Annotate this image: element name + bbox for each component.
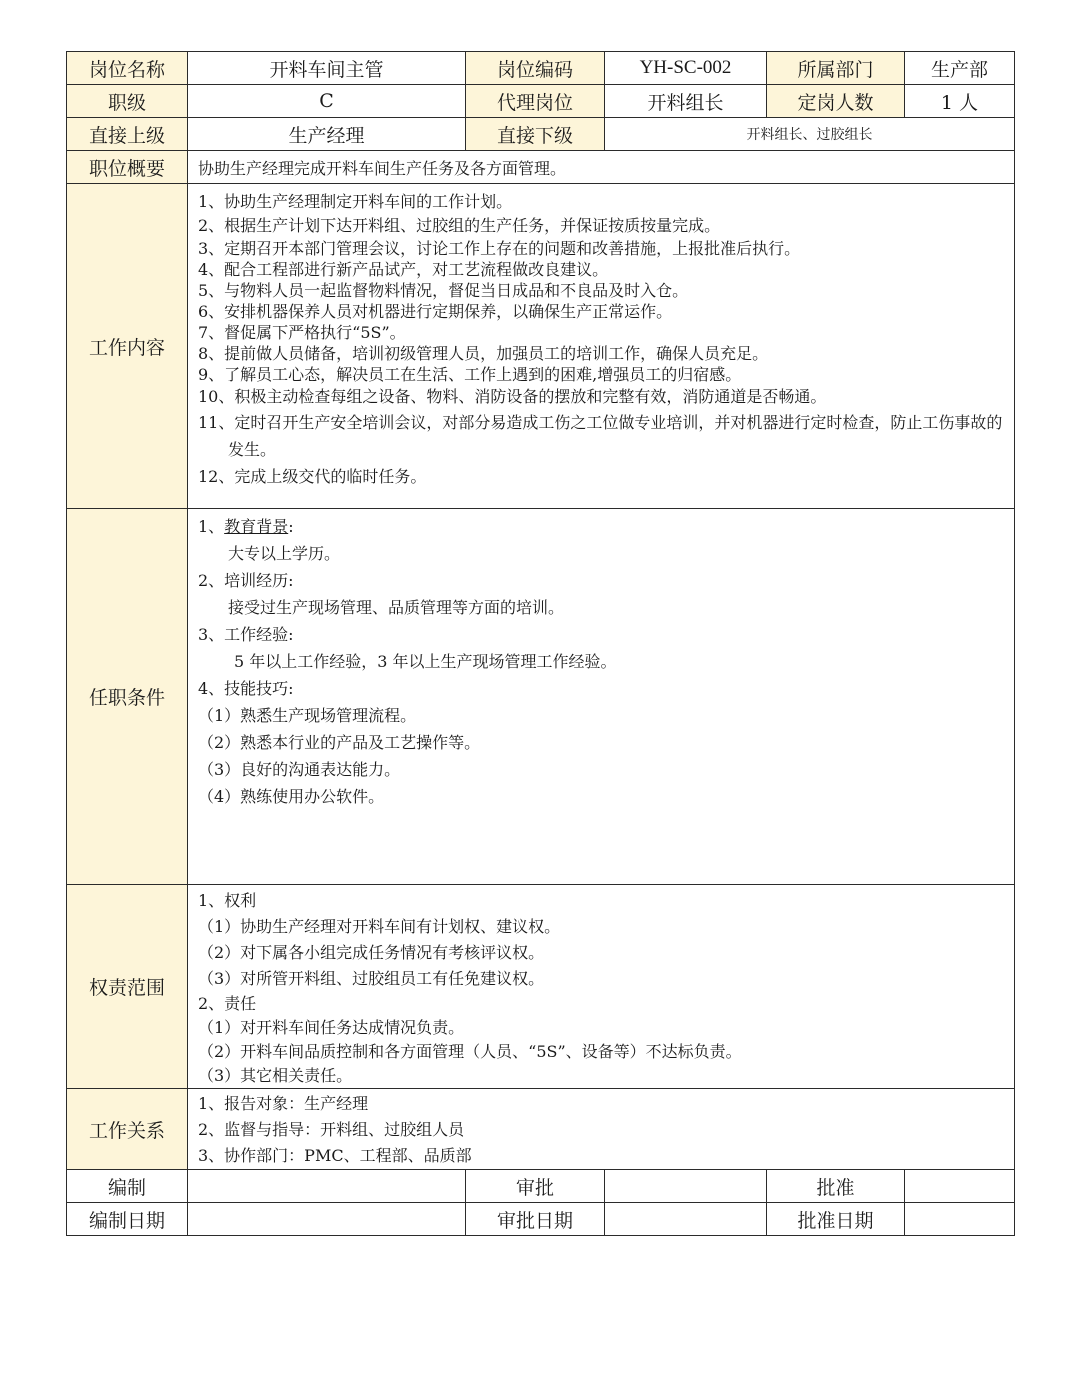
approve-date-field[interactable] [905, 1203, 1015, 1236]
grade: C [188, 85, 466, 118]
duty-item: （3）其它相关责任。 [198, 1066, 353, 1085]
row-dates [67, 1203, 1015, 1236]
row-relation [67, 1089, 1015, 1170]
rights-title: 1、权利 [198, 891, 257, 910]
job-title: 开料车间主管 [188, 52, 466, 85]
label-qualification: 任职条件 [67, 509, 188, 885]
label-subordinate: 直接下级 [466, 118, 605, 151]
row-signatures [67, 1170, 1015, 1203]
label-approve: 批准 [767, 1170, 905, 1203]
prepare-field[interactable] [188, 1170, 466, 1203]
work-item: 3、定期召开本部门管理会议，讨论工作上存在的问题和改善措施，上报批准后执行。 [198, 239, 801, 258]
work-item: 4、配合工程部进行新产品试产，对工艺流程做改良建议。 [198, 260, 609, 279]
job-code: YH-SC-002 [605, 52, 767, 85]
skill-item: （4）熟练使用办公软件。 [198, 787, 385, 806]
skill-title: 4、技能技巧: [198, 679, 294, 698]
headcount: 1 人 [905, 85, 1015, 118]
review-date-field[interactable] [605, 1203, 767, 1236]
skill-item: （1）熟悉生产现场管理流程。 [198, 706, 417, 725]
row-authority [67, 885, 1015, 1089]
prepare-date-field[interactable] [188, 1203, 466, 1236]
relation-item: 1、报告对象：生产经理 [198, 1094, 369, 1113]
proxy-post: 开料组长 [605, 85, 767, 118]
train-title: 2、培训经历: [198, 571, 294, 590]
label-overview: 职位概要 [67, 151, 188, 184]
row-qualification [67, 509, 1015, 885]
work-item: 9、了解员工心态，解决员工在生活、工作上遇到的困难,增强员工的归宿感。 [198, 365, 742, 384]
exp-title: 3、工作经验: [198, 625, 294, 644]
exp-text: 5 年以上工作经验，3 年以上生产现场管理工作经验。 [234, 652, 617, 671]
row-reporting [67, 118, 1015, 151]
duty-item: （2）开料车间品质控制和各方面管理（人员、“5S”、设备等）不达标负责。 [198, 1042, 742, 1061]
row-grade [67, 85, 1015, 118]
work-item: 10、积极主动检查每组之设备、物料、消防设备的摆放和完整有效，消防通道是否畅通。 [198, 387, 827, 406]
label-grade: 职级 [67, 85, 188, 118]
label-title: 岗位名称 [67, 52, 188, 85]
work-item: 7、督促属下严格执行“5S”。 [198, 323, 406, 342]
work-item-text: 11、定时召开生产安全培训会议，对部分易造成工伤之工位做专业培训，并对机器进行定时检查，防止工伤事故的发生。 [198, 413, 1003, 459]
work-content [188, 184, 1015, 509]
edu-text: 大专以上学历。 [228, 544, 341, 563]
duty-title: 2、责任 [198, 994, 257, 1013]
row-title [67, 52, 1015, 85]
edu-title: 1、教育背景: [198, 517, 294, 536]
label-code: 岗位编码 [466, 52, 605, 85]
train-text: 接受过生产现场管理、品质管理等方面的培训。 [228, 598, 565, 617]
work-item: 6、安排机器保养人员对机器进行定期保养，以确保生产正常运作。 [198, 302, 673, 321]
label-relation: 工作关系 [67, 1089, 188, 1170]
work-item: 2、根据生产计划下达开料组、过胶组的生产任务，并保证按质按量完成。 [198, 216, 721, 235]
label-approve-date: 批准日期 [767, 1203, 905, 1236]
overview-text: 协助生产经理完成开料车间生产任务及各方面管理。 [188, 151, 1015, 184]
right-item: （1）协助生产经理对开料车间有计划权、建议权。 [198, 917, 561, 936]
label-review-date: 审批日期 [466, 1203, 605, 1236]
approve-field[interactable] [905, 1170, 1015, 1203]
label-dept: 所属部门 [767, 52, 905, 85]
label-headcount: 定岗人数 [767, 85, 905, 118]
label-review: 审批 [466, 1170, 605, 1203]
skill-item: （2）熟悉本行业的产品及工艺操作等。 [198, 733, 481, 752]
label-work: 工作内容 [67, 184, 188, 509]
job-description-table [66, 51, 1015, 1236]
department: 生产部 [905, 52, 1015, 85]
label-prepare-date: 编制日期 [67, 1203, 188, 1236]
label-authority: 权责范围 [67, 885, 188, 1089]
label-proxy: 代理岗位 [466, 85, 605, 118]
relation-content [188, 1089, 1015, 1170]
work-item: 8、提前做人员储备，培训初级管理人员，加强员工的培训工作，确保人员充足。 [198, 344, 769, 363]
work-item [198, 409, 1006, 463]
work-item: 5、与物料人员一起监督物料情况，督促当日成品和不良品及时入仓。 [198, 281, 689, 300]
label-prepare: 编制 [67, 1170, 188, 1203]
row-overview [67, 151, 1015, 184]
qualification-content [188, 509, 1015, 885]
review-field[interactable] [605, 1170, 767, 1203]
row-work [67, 184, 1015, 509]
duty-item: （1）对开料车间任务达成情况负责。 [198, 1018, 465, 1037]
label-superior: 直接上级 [67, 118, 188, 151]
right-item: （2）对下属各小组完成任务情况有考核评议权。 [198, 943, 545, 962]
relation-item: 3、协作部门：PMC、工程部、品质部 [198, 1146, 472, 1165]
edu-title-text: 教育背景 [224, 517, 289, 536]
subordinates: 开料组长、过胶组长 [605, 118, 1015, 151]
skill-item: （3）良好的沟通表达能力。 [198, 760, 401, 779]
authority-content [188, 885, 1015, 1089]
superior: 生产经理 [188, 118, 466, 151]
right-item: （3）对所管开料组、过胶组员工有任免建议权。 [198, 969, 545, 988]
work-item: 1、协助生产经理制定开料车间的工作计划。 [198, 192, 513, 211]
work-item: 12、完成上级交代的临时任务。 [198, 467, 427, 486]
relation-item: 2、监督与指导：开料组、过胶组人员 [198, 1120, 465, 1139]
